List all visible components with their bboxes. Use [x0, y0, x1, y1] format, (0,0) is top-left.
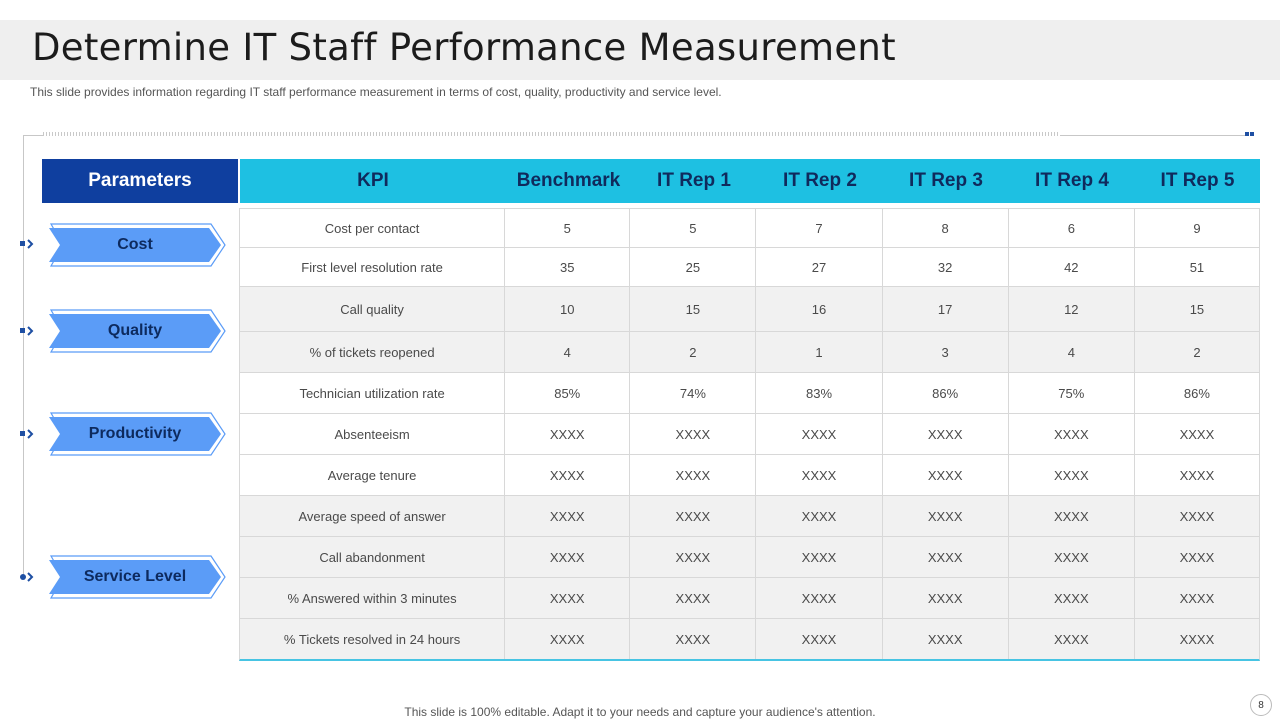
- header-it-rep-1: IT Rep 1: [657, 170, 731, 191]
- it-rep-5-cell: 15: [1134, 287, 1259, 331]
- it-rep-5-cell: XXXX: [1134, 537, 1259, 577]
- frame-corner-dot: [1250, 132, 1254, 136]
- benchmark-cell: XXXX: [504, 414, 629, 454]
- kpi-cell: Call quality: [340, 301, 404, 317]
- it-rep-5-cell: 51: [1134, 248, 1259, 286]
- it-rep-2-cell: 27: [755, 248, 881, 286]
- it-rep-2-cell: 16: [755, 287, 881, 331]
- parameter-quality: [49, 308, 227, 354]
- it-rep-1-cell: XXXX: [629, 619, 755, 659]
- benchmark-cell: XXXX: [504, 578, 629, 618]
- header-it-rep-2: IT Rep 2: [783, 170, 857, 191]
- it-rep-3-cell: XXXX: [882, 619, 1008, 659]
- benchmark-cell: XXXX: [504, 496, 629, 536]
- kpi-cell: First level resolution rate: [301, 259, 443, 275]
- table-row: [240, 536, 1259, 577]
- table-row: [240, 495, 1259, 536]
- kpi-cell: % Tickets resolved in 24 hours: [283, 631, 461, 647]
- frame-dotted-line: [43, 132, 1060, 136]
- header-it-rep-5: IT Rep 5: [1160, 170, 1235, 191]
- it-rep-1-cell: 2: [629, 332, 755, 372]
- table-row: [240, 208, 1259, 247]
- kpi-cell: % Answered within 3 minutes: [287, 590, 457, 606]
- it-rep-3-cell: XXXX: [882, 455, 1008, 495]
- it-rep-1-cell: XXXX: [629, 578, 755, 618]
- parameter-productivity: [49, 411, 227, 457]
- it-rep-2-cell: XXXX: [755, 537, 881, 577]
- slide-title: Determine IT Staff Performance Measurement: [32, 26, 896, 69]
- kpi-cell: Call abandonment: [319, 549, 425, 565]
- it-rep-1-cell: XXXX: [629, 455, 755, 495]
- it-rep-1-cell: 15: [629, 287, 755, 331]
- header-kpi: KPI: [357, 170, 389, 191]
- it-rep-2-cell: XXXX: [755, 414, 881, 454]
- frame-corner-dot: [1245, 132, 1249, 136]
- benchmark-cell: XXXX: [504, 537, 629, 577]
- it-rep-5-cell: XXXX: [1134, 496, 1259, 536]
- it-rep-4-cell: 42: [1008, 248, 1134, 286]
- parameter-label: Quality: [107, 322, 163, 339]
- kpi-cell: Average speed of answer: [298, 508, 446, 524]
- it-rep-1-cell: XXXX: [629, 496, 755, 536]
- table-row: [240, 372, 1259, 413]
- it-rep-4-cell: XXXX: [1008, 496, 1134, 536]
- table-row: [240, 413, 1259, 454]
- kpi-cell: Cost per contact: [324, 220, 420, 236]
- table-row: [240, 247, 1259, 286]
- it-rep-5-cell: XXXX: [1134, 619, 1259, 659]
- frame-top-line: [23, 135, 43, 136]
- benchmark-cell: XXXX: [504, 619, 629, 659]
- it-rep-1-cell: 25: [629, 248, 755, 286]
- it-rep-3-cell: 3: [882, 332, 1008, 372]
- it-rep-4-cell: XXXX: [1008, 537, 1134, 577]
- it-rep-2-cell: XXXX: [755, 496, 881, 536]
- it-rep-2-cell: 83%: [755, 373, 881, 413]
- kpi-cell: Technician utilization rate: [299, 385, 445, 401]
- slide-subtitle: This slide provides information regarding IT staff performance measurement in terms of cost, quality, productivity and service level.: [30, 85, 722, 99]
- it-rep-4-cell: 4: [1008, 332, 1134, 372]
- it-rep-4-cell: XXXX: [1008, 619, 1134, 659]
- it-rep-3-cell: 86%: [882, 373, 1008, 413]
- slide-footer: This slide is 100% editable. Adapt it to your needs and capture your audience's attention.: [404, 705, 876, 719]
- benchmark-cell: 85%: [504, 373, 629, 413]
- it-rep-3-cell: XXXX: [882, 578, 1008, 618]
- parameter-label: Service Level: [83, 568, 187, 585]
- frame-vertical-line: [23, 136, 24, 576]
- it-rep-4-cell: 12: [1008, 287, 1134, 331]
- header-benchmark: Benchmark: [516, 170, 621, 191]
- it-rep-4-cell: XXXX: [1008, 414, 1134, 454]
- benchmark-cell: 35: [504, 248, 629, 286]
- it-rep-2-cell: 1: [755, 332, 881, 372]
- it-rep-4-cell: 6: [1008, 209, 1134, 247]
- header-it-rep-4: IT Rep 4: [1035, 170, 1109, 191]
- parameter-label: Cost: [117, 236, 153, 253]
- table-row: [240, 577, 1259, 618]
- it-rep-3-cell: XXXX: [882, 496, 1008, 536]
- it-rep-1-cell: 74%: [629, 373, 755, 413]
- it-rep-3-cell: 8: [882, 209, 1008, 247]
- it-rep-3-cell: XXXX: [882, 414, 1008, 454]
- parameter-label: Productivity: [88, 425, 182, 442]
- table-header: [240, 159, 1260, 203]
- header-it-rep-3: IT Rep 3: [909, 170, 983, 191]
- it-rep-3-cell: 17: [882, 287, 1008, 331]
- benchmark-cell: XXXX: [504, 455, 629, 495]
- parameters-header: Parameters: [42, 159, 238, 203]
- it-rep-4-cell: XXXX: [1008, 455, 1134, 495]
- kpi-cell: Average tenure: [327, 467, 417, 483]
- it-rep-5-cell: XXXX: [1134, 414, 1259, 454]
- it-rep-5-cell: 9: [1134, 209, 1259, 247]
- it-rep-2-cell: 7: [755, 209, 881, 247]
- parameter-cost: [49, 222, 227, 268]
- benchmark-cell: 5: [504, 209, 629, 247]
- it-rep-3-cell: XXXX: [882, 537, 1008, 577]
- page-number: 8: [1250, 694, 1272, 716]
- kpi-cell: % of tickets reopened: [309, 344, 435, 360]
- table-row: [240, 618, 1259, 659]
- it-rep-1-cell: XXXX: [629, 414, 755, 454]
- it-rep-5-cell: XXXX: [1134, 455, 1259, 495]
- it-rep-2-cell: XXXX: [755, 578, 881, 618]
- square-arrow-marker-icon: [20, 429, 36, 439]
- table-row: [240, 454, 1259, 495]
- it-rep-4-cell: XXXX: [1008, 578, 1134, 618]
- parameter-service-level: [49, 554, 227, 600]
- benchmark-cell: 10: [504, 287, 629, 331]
- it-rep-4-cell: 75%: [1008, 373, 1134, 413]
- kpi-table: [239, 208, 1260, 661]
- it-rep-5-cell: 2: [1134, 332, 1259, 372]
- it-rep-3-cell: 32: [882, 248, 1008, 286]
- benchmark-cell: 4: [504, 332, 629, 372]
- kpi-cell: Absenteeism: [334, 426, 410, 442]
- it-rep-2-cell: XXXX: [755, 455, 881, 495]
- frame-top-line-right: [1060, 135, 1245, 136]
- square-arrow-marker-icon: [20, 326, 36, 336]
- it-rep-1-cell: 5: [629, 209, 755, 247]
- it-rep-5-cell: 86%: [1134, 373, 1259, 413]
- it-rep-1-cell: XXXX: [629, 537, 755, 577]
- circle-arrow-marker-icon: [20, 572, 36, 582]
- table-row: [240, 331, 1259, 372]
- it-rep-2-cell: XXXX: [755, 619, 881, 659]
- it-rep-5-cell: XXXX: [1134, 578, 1259, 618]
- square-arrow-marker-icon: [20, 239, 36, 249]
- table-row: [240, 286, 1259, 331]
